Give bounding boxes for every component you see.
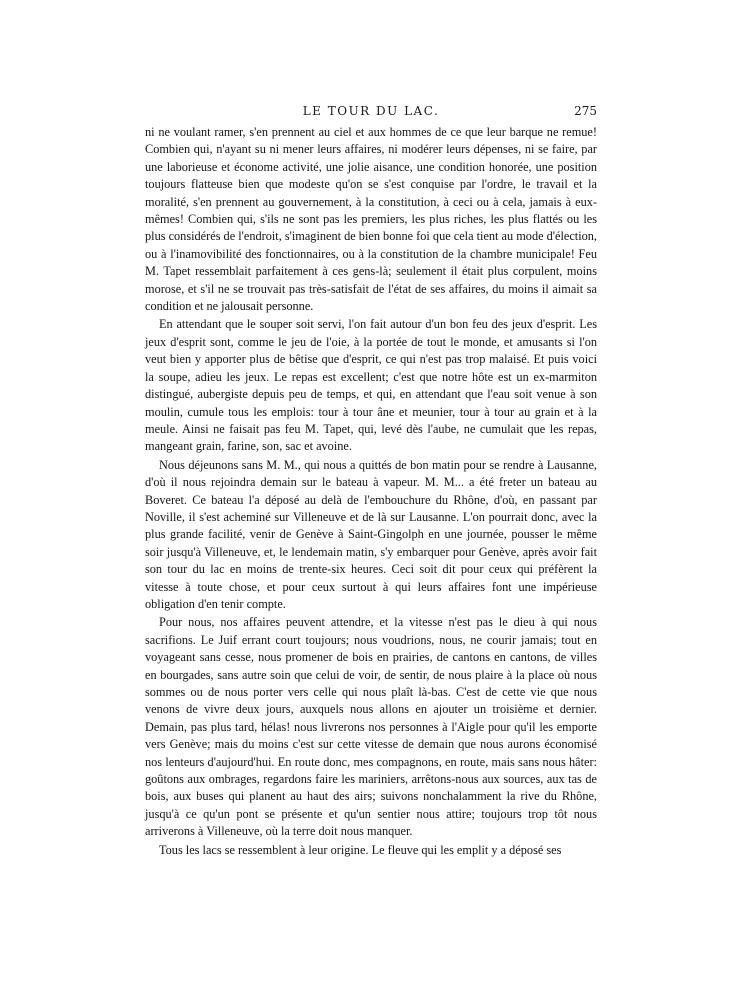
page-header xyxy=(145,104,597,122)
paragraph: Tous les lacs se ressemblent à leur origine. Le fleuve qui les emplit y a déposé ses xyxy=(159,842,562,857)
body-text xyxy=(145,124,597,859)
paragraph: Nous déjeunons sans M. M., qui nous a quittés de bon matin pour se rendre à Lausanne, d'où il nous rejoindra demain sur le bateau à vapeur. M. M... a été freter un bateau au Boveret. Ce bateau l'a déposé au delà de l'embouchure du Rhône, d'où, en passant par Noville, il s'est acheminé sur Villeneuve et de là sur Lausanne. L'on pourrait donc, avec la plus grande facilité, venir de Genève à Saint-Gingolph en une journée, pousser le même soir jusqu'à Villeneuve, et, le lendemain matin, s'y embarquer pour Genève, après avoir fait son tour du lac en moins de trente-six heures. Ceci soit dit pour ceux qui préfèrent la vitesse à toute chose, et pour ceux surtout à qui leurs affaires font une impérieuse obligation d'en tenir compte. xyxy=(145,457,597,611)
page-number: 275 xyxy=(574,104,597,118)
paragraph: ni ne voulant ramer, s'en prennent au ciel et aux hommes de ce que leur barque ne remue! Combien qui, n'ayant su ni mener leurs affaires, ni modérer leurs dépenses, ni se faire, par une laborieuse et économe activité, une jolie aisance, une condition honorée, une position toujours flatteuse bien que modeste qu'on se s'est conquise par l'ordre, le travail et la moralité, s'en prennent au gouvernement, à la constitution, à ceci ou à cela, jamais à eux-mêmes! Combien qui, s'ils ne sont pas les premiers, les plus riches, les plus flattés ou les plus considérés de l'endroit, s'imaginent de bien bonne foi que cela tient au mode d'élection, ou à l'inamovibilité des fonctionnaires, ou à la constitution de la chambre municipale! Feu M. Tapet ressemblait parfaitement à ces gens-là; seulement il était plus corpulent, moins morose, et s'il ne se trouvait pas très-satisfait de l'état de ses affaires, du moins il aimait sa condition et ne jalousait personne. xyxy=(145,125,597,314)
paragraph: En attendant que le souper soit servi, l'on fait autour d'un bon feu des jeux d'esprit. Les jeux d'esprit sont, comme le jeu de l'oie, à la portée de tout le monde, et amusants si l'on veut bien y apporter plus de bêtise que d'esprit, ce qui n'est pas trop malaisé. Et puis voici la soupe, adieu les jeux. Le repas est excellent; c'est que notre hôte est un ex-marmiton distingué, aubergiste depuis peu de temps, et qui, en attendant que l'eau soit venue à son moulin, cumule tous les emplois: tour à tour âne et meunier, tour à tour au grain et à la meule. Ainsi ne faisait pas feu M. Tapet, qui, levé dès l'aube, ne cumulait que les repas, mangeant grain, farine, son, sac et avoine. xyxy=(145,317,597,454)
running-title: LE TOUR DU LAC. xyxy=(302,104,440,118)
paragraph: Pour nous, nos affaires peuvent attendre, et la vitesse n'est pas le dieu à qui nous sacrifions. Le Juif errant court toujours; nous voudrions, nous, ne courir jamais; tout en voyageant sans cesse, nous promener de bois en prairies, de cantons en cantons, de villes en bourgades, sans autre soin que celui de voir, de sentir, de nous plaire à la place où nous sommes ou de nous porter vers celle qui nous plaît là-bas. C'est de cette vie que nous venons de vivre deux jours, auxquels nous allons en ajouter un troisième et dernier. Demain, pas plus tard, hélas! nous livrerons nos personnes à l'Aigle pour qu'il les emporte vers Genève; mais du moins c'est sur cette vitesse de demain que nous aurons économisé nos lenteurs d'aujourd'hui. En route donc, mes compagnons, en route, mais sans nous hâter: goûtons aux ombrages, regardons faire les mariniers, arrêtons-nous aux sources, aux tas de bois, aux buses qui planent au haut des airs; suivons nonchalamment la rive du Rhône, jusqu'à ce qu'un pont se présente et qu'un sentier nous attire; toujours trop tôt nous arriverons à Villeneuve, où la terre doit nous manquer. xyxy=(145,615,597,839)
